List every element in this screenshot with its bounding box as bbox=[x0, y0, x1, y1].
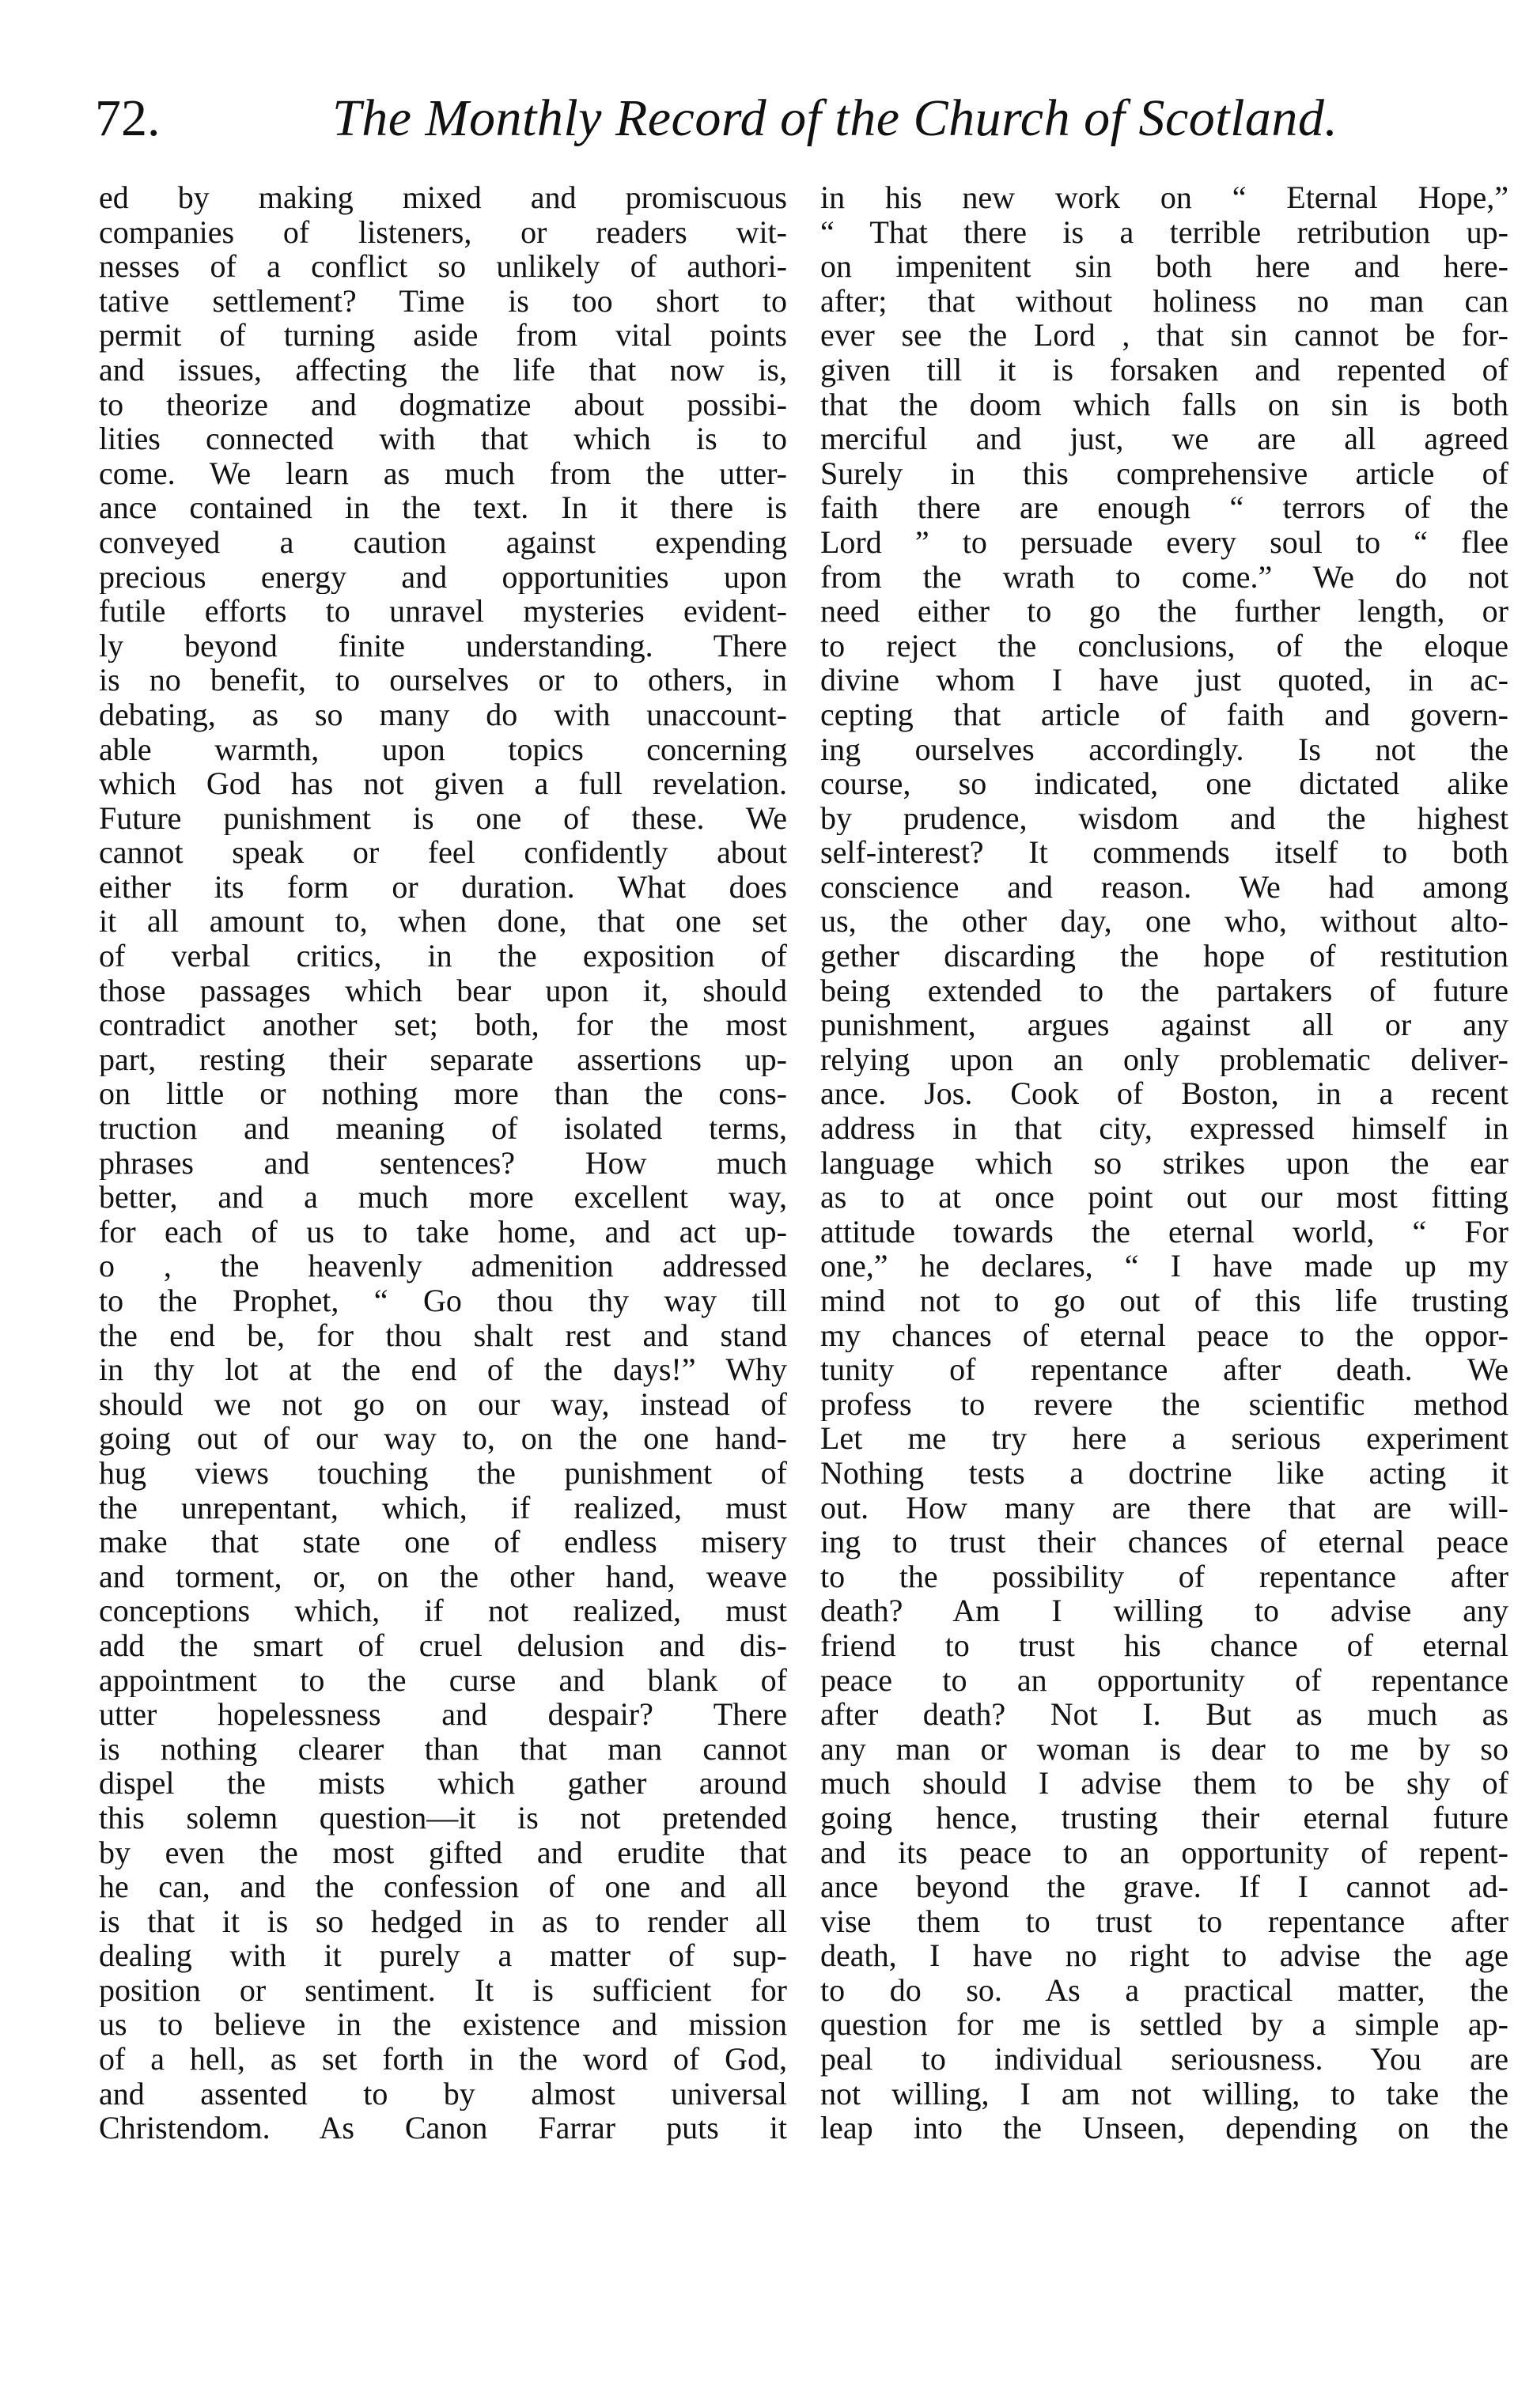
text-line: by prudence, wisdom and the highest bbox=[820, 800, 1508, 836]
text-line: ever see the Lord , that sin cannot be for- bbox=[820, 318, 1508, 353]
text-line: from the wrath to come.” We do not bbox=[820, 559, 1508, 595]
text-line: which God has not given a full revelation. bbox=[99, 766, 787, 801]
text-line: as to at once point out our most fitting bbox=[820, 1180, 1508, 1215]
text-line: on little or nothing more than the cons- bbox=[99, 1076, 787, 1112]
text-line: Christendom. As Canon Farrar puts it bbox=[99, 2111, 787, 2145]
text-line: add the smart of cruel delusion and dis- bbox=[99, 1627, 787, 1663]
text-line: ance beyond the grave. If I cannot ad- bbox=[820, 1869, 1508, 1904]
text-line: merciful and just, we are all agreed bbox=[820, 421, 1508, 456]
text-line: conceptions which, if not realized, must bbox=[99, 1593, 787, 1628]
text-line: debating, as so many do with unaccount- bbox=[99, 697, 787, 732]
text-line: friend to trust his chance of eternal bbox=[820, 1627, 1508, 1663]
text-line: tative settlement? Time is too short to bbox=[99, 283, 787, 319]
text-line: o , the heavenly admenition addressed bbox=[99, 1249, 787, 1283]
text-line: Let me try here a serious experiment bbox=[820, 1421, 1508, 1456]
text-line: contradict another set; both, for the most bbox=[99, 1007, 787, 1042]
text-line: that the doom which falls on sin is both bbox=[820, 387, 1508, 422]
text-line: part, resting their separate assertions up- bbox=[99, 1041, 787, 1077]
text-line: to theorize and dogmatize about possibi- bbox=[99, 387, 787, 422]
text-line: futile efforts to unravel mysteries evident- bbox=[99, 594, 787, 629]
text-line: come. We learn as much from the utter- bbox=[99, 456, 787, 491]
text-line: ly beyond finite understanding. There bbox=[99, 628, 787, 663]
text-line: ance. Jos. Cook of Boston, in a recent bbox=[820, 1076, 1508, 1112]
text-line: address in that city, expressed himself in bbox=[820, 1111, 1508, 1146]
text-line: self-interest? It commends itself to both bbox=[820, 835, 1508, 870]
text-line: vise them to trust to repentance after bbox=[820, 1903, 1508, 1939]
text-line: need either to go the further length, or bbox=[820, 594, 1508, 629]
text-line: “ That there is a terrible retribution up- bbox=[820, 214, 1508, 250]
text-line: make that state one of endless misery bbox=[99, 1525, 787, 1559]
text-line: divine whom I have just quoted, in ac- bbox=[820, 663, 1508, 697]
text-line: Lord ” to persuade every soul to “ flee bbox=[820, 524, 1508, 560]
text-line: and its peace to an opportunity of repent- bbox=[820, 1835, 1508, 1870]
text-line: nesses of a conflict so unlikely of authori- bbox=[99, 249, 787, 284]
left-column bbox=[99, 180, 787, 2145]
text-line: much should I advise them to be shy of bbox=[820, 1766, 1508, 1801]
text-line: is no benefit, to ourselves or to others, in bbox=[99, 663, 787, 697]
text-line: one,” he declares, “ I have made up my bbox=[820, 1249, 1508, 1283]
text-line: given till it is forsaken and repented of bbox=[820, 352, 1508, 387]
text-line: out. How many are there that are will- bbox=[820, 1490, 1508, 1525]
text-line: lities connected with that which is to bbox=[99, 421, 787, 456]
text-line: ing to trust their chances of eternal peace bbox=[820, 1525, 1508, 1559]
text-line: utter hopelessness and despair? There bbox=[99, 1697, 787, 1732]
text-line: ed by making mixed and promiscuous bbox=[99, 180, 787, 215]
text-line: dispel the mists which gather around bbox=[99, 1766, 787, 1801]
text-line: being extended to the partakers of future bbox=[820, 973, 1508, 1008]
text-line: those passages which bear upon it, should bbox=[99, 973, 787, 1008]
text-line: companies of listeners, or readers wit- bbox=[99, 214, 787, 250]
text-line: precious energy and opportunities upon bbox=[99, 559, 787, 595]
text-line: faith there are enough “ terrors of the bbox=[820, 490, 1508, 525]
text-line: death? Am I willing to advise any bbox=[820, 1593, 1508, 1628]
text-line: us, the other day, one who, without alto- bbox=[820, 904, 1508, 939]
text-line: relying upon an only problematic deliver- bbox=[820, 1041, 1508, 1077]
text-line: hug views touching the punishment of bbox=[99, 1455, 787, 1491]
text-line: after; that without holiness no man can bbox=[820, 283, 1508, 319]
text-line: conveyed a caution against expending bbox=[99, 524, 787, 560]
text-line: profess to revere the scientific method bbox=[820, 1386, 1508, 1422]
text-line: able warmth, upon topics concerning bbox=[99, 731, 787, 767]
text-line: course, so indicated, one dictated alike bbox=[820, 766, 1508, 801]
text-line: ance contained in the text. In it there is bbox=[99, 490, 787, 525]
text-line: either its form or duration. What does bbox=[99, 869, 787, 905]
text-line: gether discarding the hope of restitution bbox=[820, 939, 1508, 973]
text-line: in his new work on “ Eternal Hope,” bbox=[820, 180, 1508, 215]
text-line: going out of our way to, on the one hand- bbox=[99, 1421, 787, 1456]
text-line: and assented to by almost universal bbox=[99, 2076, 787, 2111]
text-line: of verbal critics, in the exposition of bbox=[99, 939, 787, 973]
text-line: dealing with it purely a matter of sup- bbox=[99, 1938, 787, 1973]
text-line: and issues, affecting the life that now is, bbox=[99, 352, 787, 387]
text-line: going hence, trusting their eternal future bbox=[820, 1800, 1508, 1835]
text-line: Nothing tests a doctrine like acting it bbox=[820, 1455, 1508, 1491]
text-line: to the possibility of repentance after bbox=[820, 1559, 1508, 1594]
text-line: in thy lot at the end of the days!” Why bbox=[99, 1352, 787, 1387]
text-line: by even the most gifted and erudite that bbox=[99, 1835, 787, 1870]
text-line: for each of us to take home, and act up- bbox=[99, 1214, 787, 1249]
text-line: should we not go on our way, instead of bbox=[99, 1386, 787, 1422]
text-line: of a hell, as set forth in the word of God, bbox=[99, 2042, 787, 2077]
text-line: on impenitent sin both here and here- bbox=[820, 249, 1508, 284]
text-line: is that it is so hedged in as to render all bbox=[99, 1903, 787, 1939]
text-line: the end be, for thou shalt rest and stand bbox=[99, 1317, 787, 1353]
text-line: tunity of repentance after death. We bbox=[820, 1352, 1508, 1387]
text-line: to do so. As a practical matter, the bbox=[820, 1972, 1508, 2008]
text-line: leap into the Unseen, depending on the bbox=[820, 2111, 1508, 2145]
page-number: 72. bbox=[95, 89, 161, 147]
text-line: appointment to the curse and blank of bbox=[99, 1662, 787, 1698]
text-line: cepting that article of faith and govern- bbox=[820, 697, 1508, 732]
text-line: cannot speak or feel confidently about bbox=[99, 835, 787, 870]
page-header bbox=[95, 87, 1440, 158]
text-line: attitude towards the eternal world, “ For bbox=[820, 1214, 1508, 1249]
text-line: he can, and the confession of one and all bbox=[99, 1869, 787, 1904]
text-line: permit of turning aside from vital points bbox=[99, 318, 787, 353]
text-line: not willing, I am not willing, to take the bbox=[820, 2076, 1508, 2111]
text-line: death, I have no right to advise the age bbox=[820, 1938, 1508, 1973]
running-title: The Monthly Record of the Church of Scotland. bbox=[332, 89, 1338, 147]
right-column bbox=[820, 180, 1508, 2145]
text-line: to the Prophet, “ Go thou thy way till bbox=[99, 1283, 787, 1318]
text-line: punishment, argues against all or any bbox=[820, 1007, 1508, 1042]
text-line: my chances of eternal peace to the oppor- bbox=[820, 1317, 1508, 1353]
text-line: it all amount to, when done, that one set bbox=[99, 904, 787, 939]
text-line: peal to individual seriousness. You are bbox=[820, 2042, 1508, 2077]
text-line: is nothing clearer than that man cannot bbox=[99, 1731, 787, 1767]
text-line: after death? Not I. But as much as bbox=[820, 1697, 1508, 1732]
text-line: mind not to go out of this life trusting bbox=[820, 1283, 1508, 1318]
text-line: any man or woman is dear to me by so bbox=[820, 1731, 1508, 1767]
text-line: phrases and sentences? How much bbox=[99, 1145, 787, 1181]
text-line: the unrepentant, which, if realized, must bbox=[99, 1490, 787, 1525]
text-line: position or sentiment. It is sufficient for bbox=[99, 1972, 787, 2008]
text-line: Future punishment is one of these. We bbox=[99, 800, 787, 836]
text-line: truction and meaning of isolated terms, bbox=[99, 1111, 787, 1146]
text-line: us to believe in the existence and mission bbox=[99, 2007, 787, 2043]
text-line: conscience and reason. We had among bbox=[820, 869, 1508, 905]
text-line: to reject the conclusions, of the eloque bbox=[820, 628, 1508, 663]
text-line: question for me is settled by a simple ap- bbox=[820, 2007, 1508, 2043]
text-line: Surely in this comprehensive article of bbox=[820, 456, 1508, 491]
text-line: better, and a much more excellent way, bbox=[99, 1180, 787, 1215]
text-line: language which so strikes upon the ear bbox=[820, 1145, 1508, 1181]
text-line: and torment, or, on the other hand, weave bbox=[99, 1559, 787, 1594]
text-line: this solemn question—it is not pretended bbox=[99, 1800, 787, 1835]
text-line: peace to an opportunity of repentance bbox=[820, 1662, 1508, 1698]
text-line: ing ourselves accordingly. Is not the bbox=[820, 731, 1508, 767]
